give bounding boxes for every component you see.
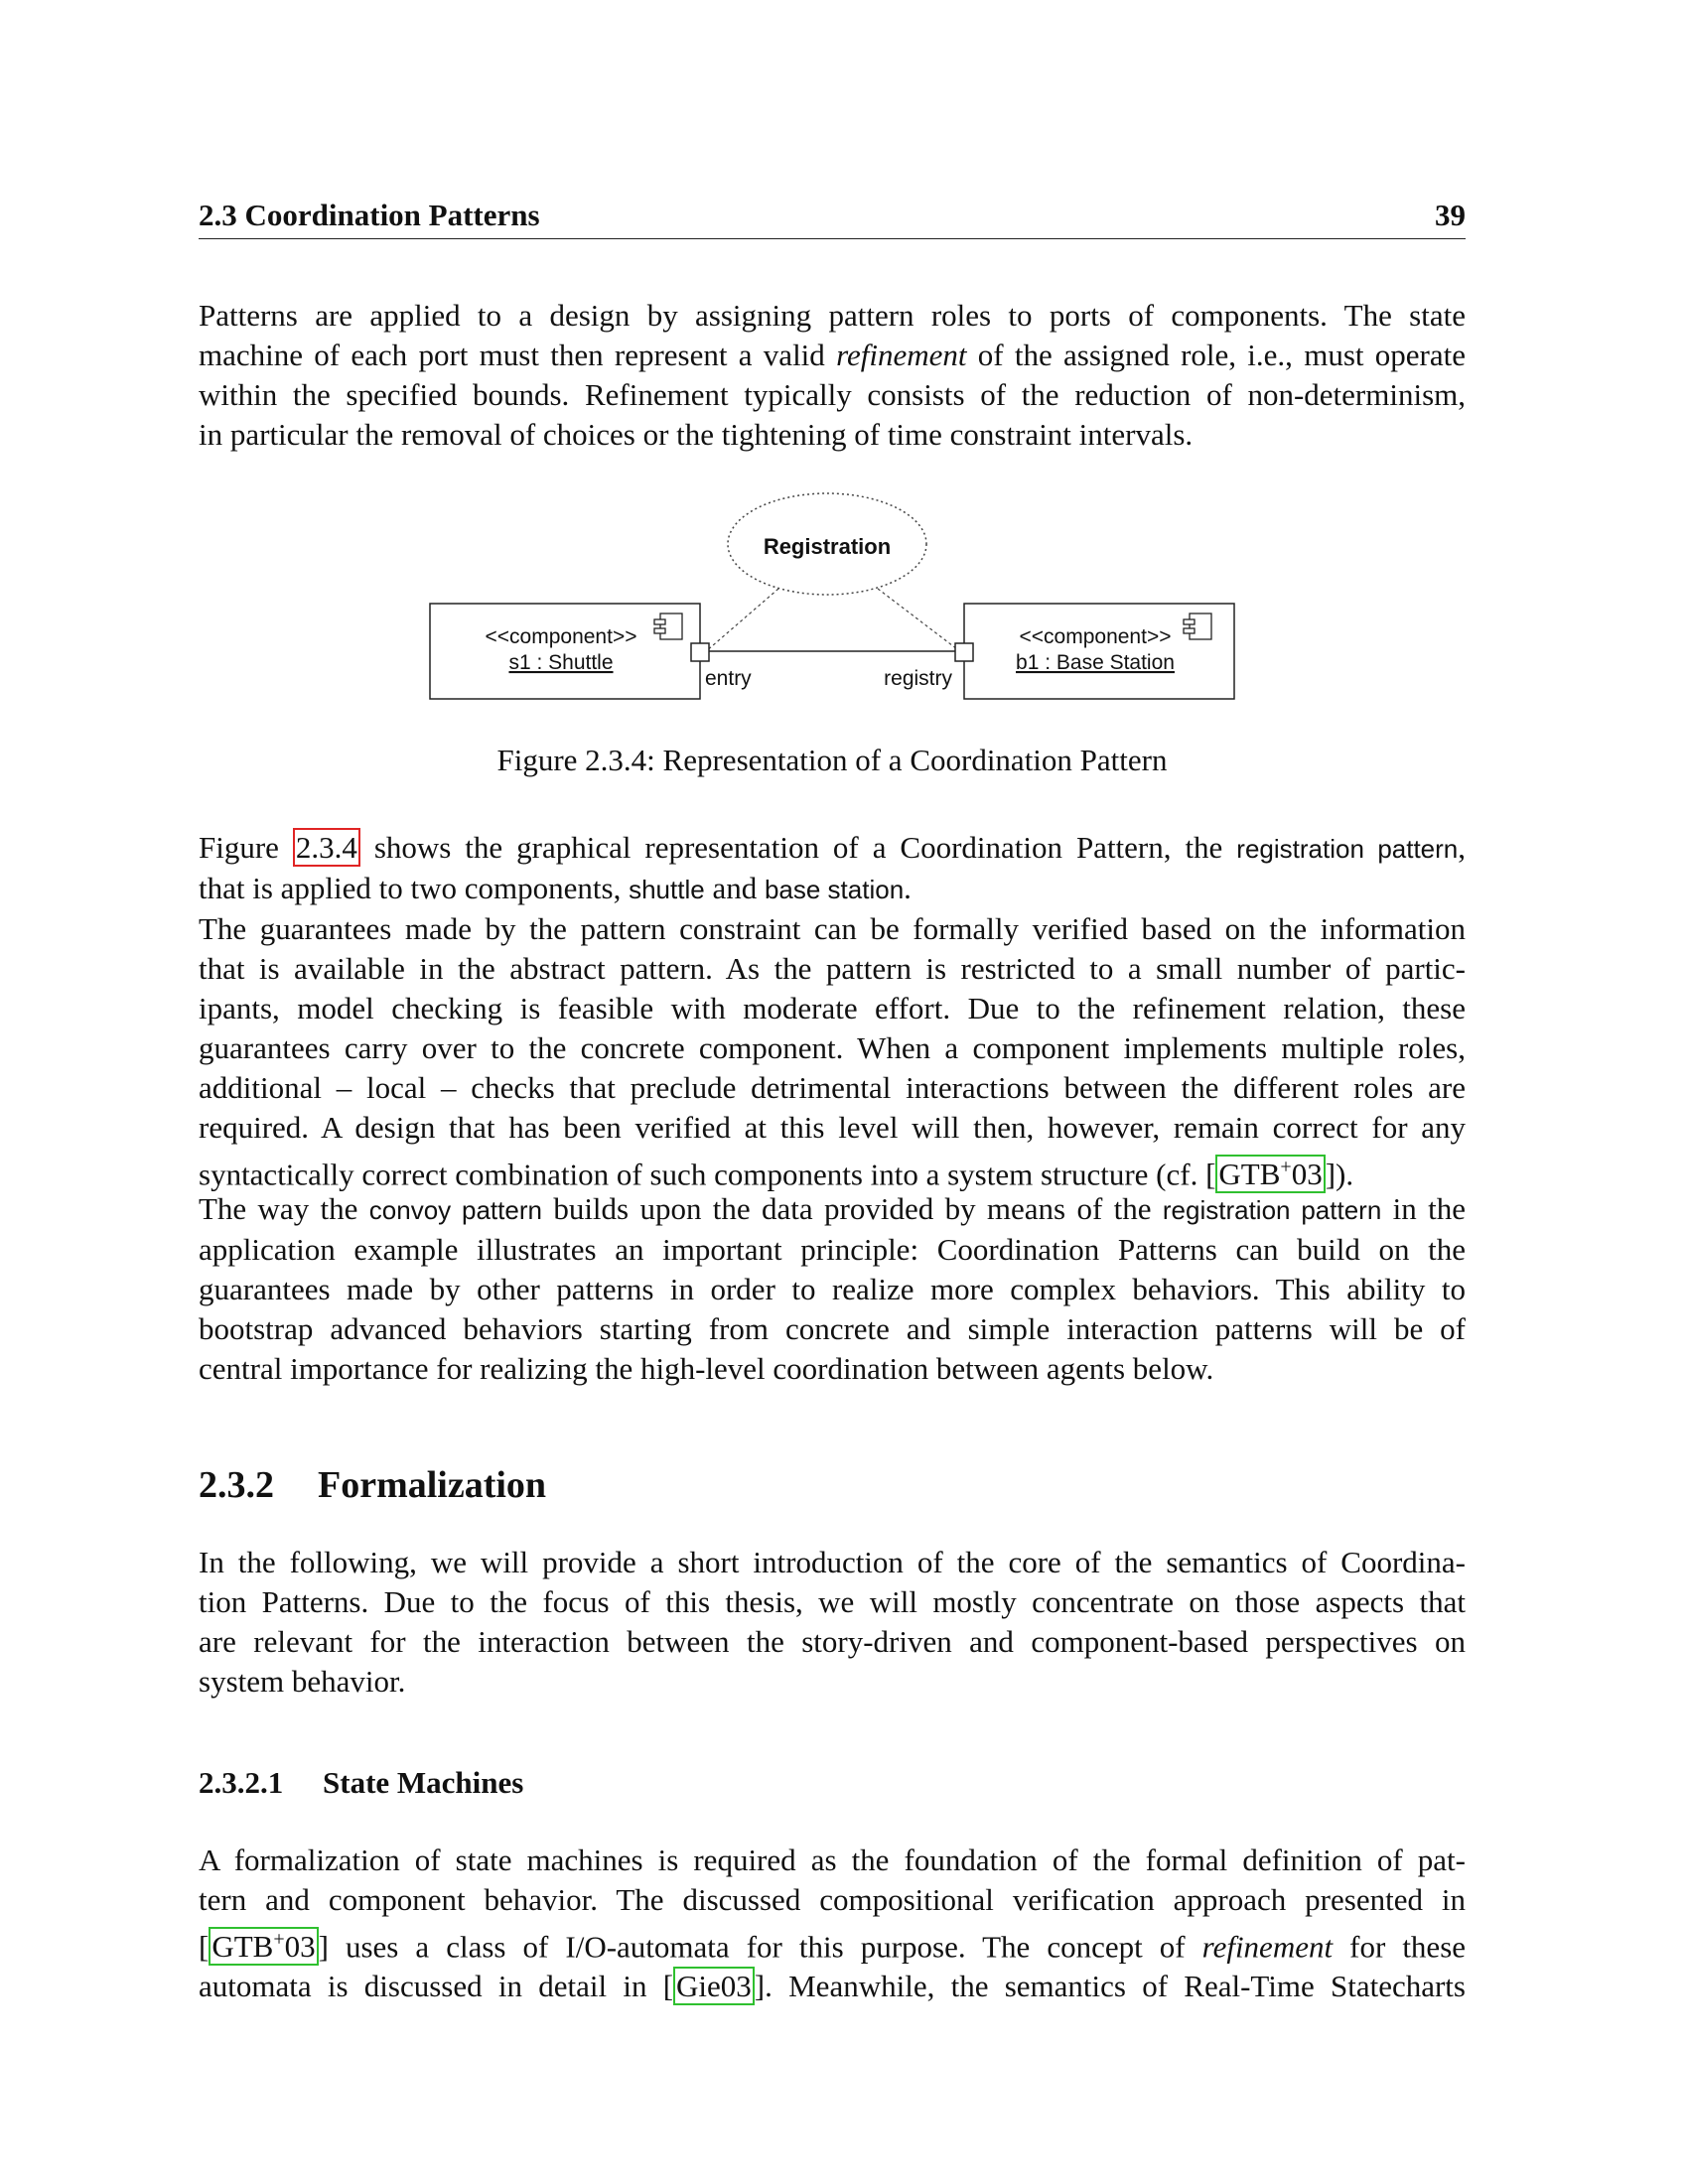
figure-coordination-pattern (199, 486, 1466, 784)
text-line: Patterns are applied to a design by assigning pattern roles to ports of components. The state (199, 298, 1466, 333)
text-line (199, 1920, 1466, 1967)
paragraph-state-machines (199, 1841, 1466, 2006)
component-name-inline: base station (764, 875, 905, 904)
text-run: builds upon the data provided by means of the (553, 1191, 1152, 1226)
text-line (199, 828, 1466, 869)
citation-superscript: + (1280, 1157, 1292, 1178)
text-run: that is applied to two components, (199, 871, 622, 905)
citation-text: GTB (1218, 1157, 1281, 1192)
component-name-inline: shuttle (629, 875, 705, 904)
text-line: that is available in the abstract pattern. As the pattern is restricted to a small number of partic- (199, 951, 1466, 986)
text-run: ]). (1325, 1157, 1354, 1192)
running-header (199, 195, 1466, 239)
pattern-name-inline: registration pattern (1236, 834, 1459, 864)
port-label-entry: entry (705, 667, 752, 690)
section-number: 2.3.2 (199, 1464, 274, 1506)
port-label-registry: registry (884, 667, 952, 690)
text-run: ] uses a class of I/O-automata for this purpose. The concept of (318, 1929, 1186, 1965)
citation-text: GTB (211, 1929, 274, 1965)
text-line: guarantees made by other patterns in order to realize more complex behaviors. This ability to (199, 1272, 1466, 1306)
text-line: tern and component behavior. The discussed compositional verification approach presented in (199, 1882, 1466, 1917)
citation-superscript: + (273, 1929, 285, 1951)
text-run: machine of each port must then represent a valid (199, 338, 825, 372)
text-line: in particular the removal of choices or the tightening of time constraint intervals. (199, 417, 1194, 452)
port-registry (955, 643, 973, 661)
uml-diagram (199, 486, 1466, 725)
citation-text: 03 (284, 1929, 316, 1965)
subsection-number: 2.3.2.1 (199, 1765, 284, 1800)
role-line-left (705, 589, 778, 652)
pattern-name: Registration (763, 534, 892, 559)
text-line: ipants, model checking is feasible with moderate effort. Due to the refinement relation, these (199, 991, 1466, 1025)
text-run: of the assigned role, i.e., must operate (977, 338, 1466, 372)
paragraph-convoy (199, 1189, 1466, 1389)
text-run: The way the (199, 1191, 358, 1226)
text-line: within the specified bounds. Refinement typically consists of the reduction of non-determinism, (199, 377, 1466, 412)
text-run: shows the graphical representation of a Coordination Pattern, the (373, 830, 1223, 865)
subsection-title: State Machines (323, 1765, 524, 1800)
paragraph-guarantees (199, 909, 1466, 1194)
text-line: guarantees carry over to the concrete component. When a component implements multiple roles, (199, 1030, 1466, 1065)
text-line: tion Patterns. Due to the focus of this thesis, we will mostly concentrate on those aspects that (199, 1584, 1466, 1619)
role-line-right (878, 589, 961, 652)
section-title: Formalization (318, 1464, 547, 1506)
emphasis-refinement: refinement (836, 338, 967, 372)
text-line: In the following, we will provide a short introduction of the core of the semantics of Coordina- (199, 1545, 1466, 1579)
text-run: [ (199, 1929, 210, 1965)
component-stereotype: <<component>> (485, 625, 637, 648)
citation-link-gie03[interactable]: Gie03 (673, 1967, 755, 2005)
emphasis-refinement: refinement (1201, 1929, 1334, 1965)
text-run: ]. Meanwhile, the semantics of Real-Time Statecharts (754, 1969, 1466, 2004)
text-line (199, 1148, 1466, 1194)
pattern-name-inline: convoy pattern (368, 1195, 542, 1225)
text-line: required. A design that has been verified at this level will then, however, remain correct for any (199, 1110, 1466, 1145)
running-header-title: 2.3 Coordination Patterns (199, 198, 540, 232)
text-line: system behavior. (199, 1664, 406, 1699)
text-line (199, 336, 1466, 375)
component-icon (1184, 614, 1211, 639)
text-line: The guarantees made by the pattern constraint can be formally verified based on the information (199, 911, 1466, 946)
text-run: automata is discussed in detail in [ (199, 1969, 674, 2004)
citation-link-gtb03[interactable] (1215, 1155, 1325, 1193)
text-run: for these (1349, 1929, 1467, 1965)
text-line: central importance for realizing the high-level coordination between agents below. (199, 1351, 1214, 1386)
citation-link-gtb03[interactable] (209, 1927, 318, 1966)
component-name-base-station: b1 : Base Station (1016, 651, 1175, 674)
component-stereotype: <<component>> (1019, 625, 1172, 648)
text-line (199, 1189, 1466, 1230)
text-run: and (712, 871, 758, 905)
text-line: are relevant for the interaction between the story-driven and component-based perspectives on (199, 1624, 1466, 1659)
subsection-heading (199, 1765, 523, 1801)
component-name-shuttle: s1 : Shuttle (508, 651, 614, 674)
text-run: , (1458, 830, 1467, 865)
paragraph-figure-description (199, 828, 1466, 909)
text-line (199, 1967, 1466, 2006)
port-entry (691, 643, 709, 661)
text-run: Figure (199, 830, 279, 865)
component-icon (654, 614, 682, 639)
text-line: additional – local – checks that preclude detrimental interactions between the different roles are (199, 1070, 1466, 1105)
citation-text: 03 (1291, 1157, 1323, 1192)
paragraph-intro (199, 296, 1466, 455)
page-number: 39 (1435, 198, 1466, 232)
text-line: A formalization of state machines is required as the foundation of the formal definition of pat- (199, 1843, 1466, 1877)
figure-reference-link[interactable]: 2.3.4 (293, 828, 360, 867)
text-run: in the (1392, 1191, 1466, 1226)
text-run: . (904, 871, 912, 905)
figure-caption: Figure 2.3.4: Representation of a Coordination Pattern (496, 743, 1168, 777)
text-line: application example illustrates an important principle: Coordination Patterns can build on the (199, 1232, 1466, 1267)
section-heading (199, 1463, 546, 1507)
paragraph-formalization (199, 1543, 1466, 1702)
text-line (199, 869, 1466, 909)
text-run: syntactically correct combination of such components into a system structure (cf. [ (199, 1157, 1216, 1192)
pattern-name-inline: registration pattern (1162, 1195, 1382, 1225)
text-line: bootstrap advanced behaviors starting from concrete and simple interaction patterns will be of (199, 1311, 1466, 1346)
